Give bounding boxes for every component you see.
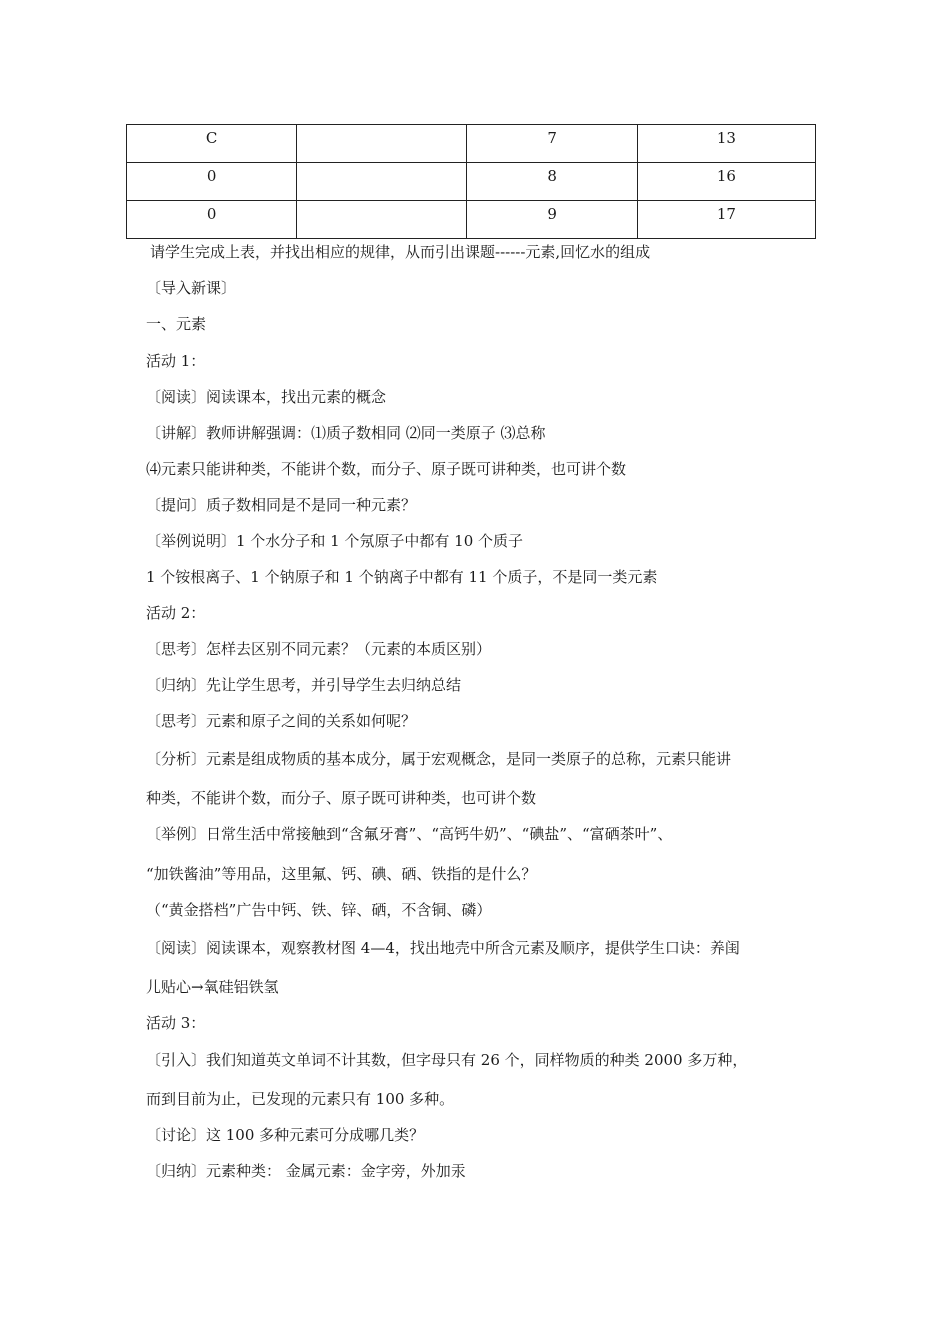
text-line: 〔提问〕质子数相同是不是同一种元素？ bbox=[146, 496, 417, 514]
text-line: 〔讲解〕教师讲解强调：⑴质子数相同 ⑵同一类原子 ⑶总称 bbox=[146, 424, 546, 442]
data-table bbox=[126, 124, 816, 239]
text-line: 儿贴心→氧硅铝铁氢 bbox=[146, 978, 279, 996]
table-cell: 7 bbox=[467, 125, 637, 163]
activity-heading: 活动 3： bbox=[146, 1014, 206, 1032]
table-cell bbox=[297, 163, 467, 201]
table-cell: 9 bbox=[467, 201, 637, 239]
table-cell bbox=[297, 125, 467, 163]
text-line: 〔举例说明〕1 个水分子和 1 个氖原子中都有 10 个质子 bbox=[146, 532, 524, 550]
text-line: 〔归纳〕元素种类： 金属元素：金字旁，外加汞 bbox=[146, 1162, 466, 1180]
text-line: 〔思考〕怎样去区别不同元素？（元素的本质区别） bbox=[146, 640, 492, 658]
table-row bbox=[127, 163, 816, 201]
table-row bbox=[127, 125, 816, 163]
text-line: 〔讨论〕这 100 多种元素可分成哪几类？ bbox=[146, 1126, 425, 1144]
text-line: 种类，不能讲个数，而分子、原子既可讲种类，也可讲个数 bbox=[146, 789, 537, 807]
table-cell: 0 bbox=[127, 163, 297, 201]
activity-heading: 活动 1： bbox=[146, 352, 206, 370]
table-cell: C bbox=[127, 125, 297, 163]
table-cell: 16 bbox=[637, 163, 815, 201]
section-heading: 〔导入新课〕 bbox=[146, 279, 237, 297]
text-line: 而到目前为止，已发现的元素只有 100 多种。 bbox=[146, 1090, 455, 1108]
text-line: 1 个铵根离子、1 个钠原子和 1 个钠离子中都有 11 个质子，不是同一类元素 bbox=[146, 568, 658, 586]
text-line: 〔思考〕元素和原子之间的关系如何呢？ bbox=[146, 712, 417, 730]
text-line: 请学生完成上表，并找出相应的规律，从而引出课题------元素,回忆水的组成 bbox=[150, 243, 651, 261]
section-heading: 一、元素 bbox=[146, 315, 207, 333]
table-cell: 13 bbox=[637, 125, 815, 163]
text-line: 〔阅读〕阅读课本，找出元素的概念 bbox=[146, 388, 387, 406]
text-line: 〔阅读〕阅读课本，观察教材图 4—4，找出地壳中所含元素及顺序，提供学生口诀：养闺 bbox=[146, 939, 740, 957]
text-line: ⑷元素只能讲种类，不能讲个数，而分子、原子既可讲种类，也可讲个数 bbox=[146, 460, 627, 478]
text-line: 〔引入〕我们知道英文单词不计其数，但字母只有 26 个，同样物质的种类 2000 多万种， bbox=[146, 1051, 748, 1069]
activity-heading: 活动 2： bbox=[146, 604, 206, 622]
table-cell: 0 bbox=[127, 201, 297, 239]
text-line: 〔举例〕日常生活中常接触到“含氟牙膏”、“高钙牛奶”、“碘盐”、“富硒茶叶”、 bbox=[146, 825, 673, 843]
text-line: 〔归纳〕先让学生思考，并引导学生去归纳总结 bbox=[146, 676, 462, 694]
table-cell: 17 bbox=[637, 201, 815, 239]
text-line: （“黄金搭档”广告中钙、铁、锌、硒，不含铜、磷） bbox=[146, 901, 492, 919]
table-cell: 8 bbox=[467, 163, 637, 201]
text-line: “加铁酱油”等用品，这里氟、钙、碘、硒、铁指的是什么？ bbox=[146, 865, 537, 883]
text-line: 〔分析〕元素是组成物质的基本成分，属于宏观概念，是同一类原子的总称，元素只能讲 bbox=[146, 750, 732, 768]
table-cell bbox=[297, 201, 467, 239]
table-row bbox=[127, 201, 816, 239]
